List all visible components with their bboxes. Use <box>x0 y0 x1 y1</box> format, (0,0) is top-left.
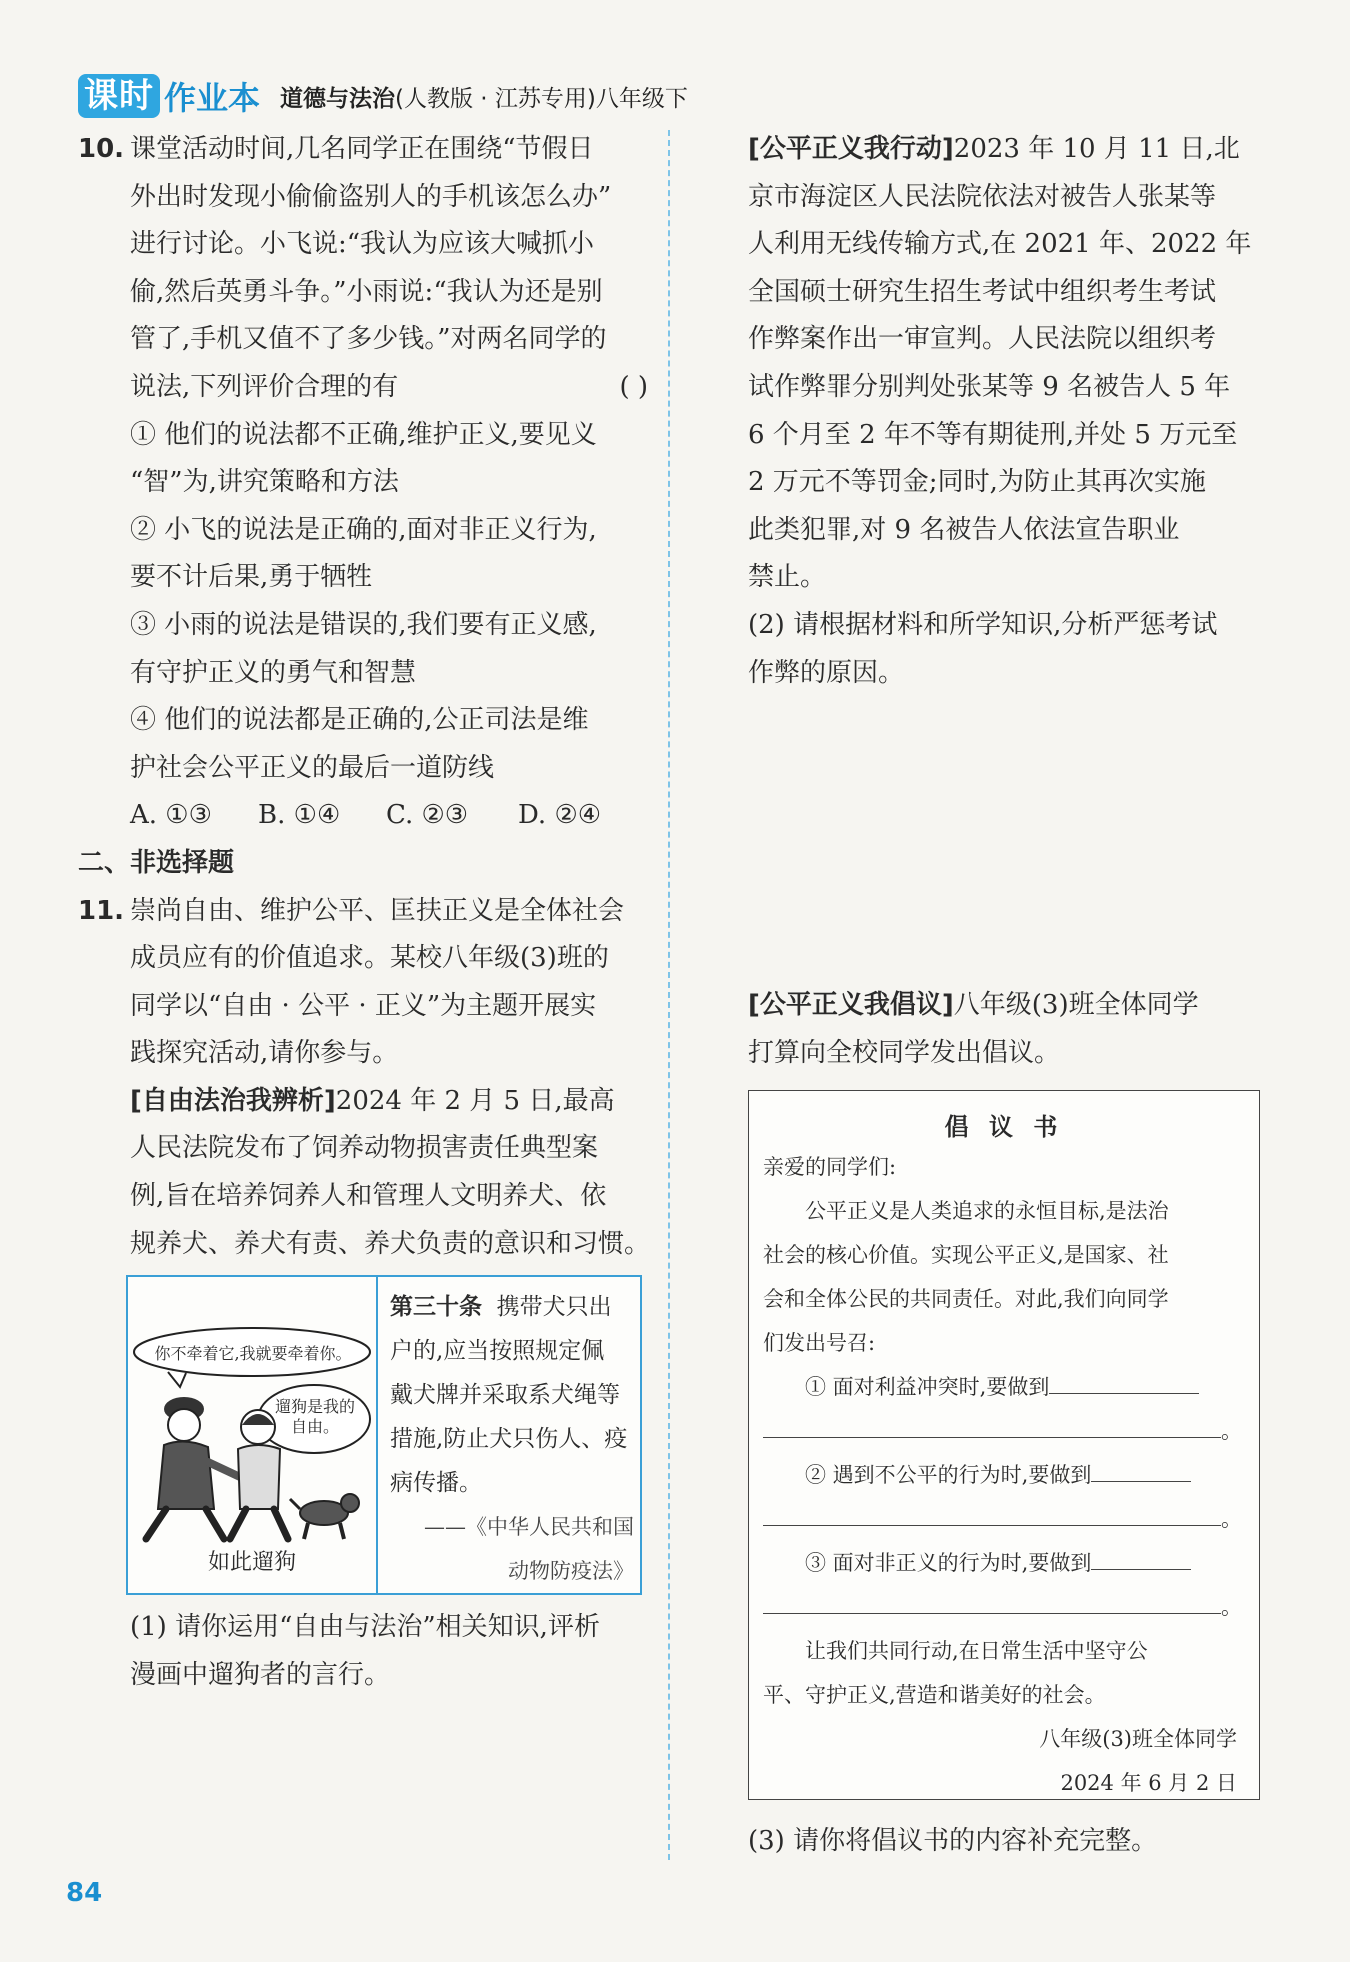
blank-2a[interactable] <box>1091 1453 1191 1482</box>
article-line: 措施,防止犬只伤人、疫 <box>390 1426 628 1452</box>
q11-line: 成员应有的价值追求。某校八年级(3)班的 <box>130 943 609 974</box>
q11-line: 同学以“自由 · 公平 · 正义”为主题开展实 <box>130 990 597 1021</box>
freedom-line: 人民法院发布了饲养动物损害责任典型案 <box>130 1133 599 1164</box>
justice-line: 此类犯罪,对 9 名被告人依法宣告职业 <box>748 514 1180 545</box>
q10-line: 说法,下列评价合理的有 ( ) <box>78 364 648 412</box>
section-heading: 二、非选择题 <box>78 847 235 878</box>
justice-line: 作弊案作出一审宣判。人民法院以组织考 <box>748 324 1217 355</box>
q11-line: 践探究活动,请你参与。 <box>130 1038 399 1069</box>
proposal-closing: 让我们共同行动,在日常生活中坚守公 <box>805 1639 1148 1663</box>
article-line: 病传播。 <box>390 1470 482 1496</box>
freedom-line: 例,旨在培养饲养人和管理人文明养犬、依 <box>130 1181 607 1212</box>
justice-line: 人利用无线传输方式,在 2021 年、2022 年 <box>748 229 1252 260</box>
proposal-signer: 八年级(3)班全体同学 <box>1039 1727 1237 1751</box>
q10-line: 进行讨论。小飞说:“我认为应该大喊抓小 <box>130 229 595 260</box>
option-c[interactable]: C. ②③ <box>386 800 469 831</box>
column-divider <box>668 130 670 1860</box>
proposal-text: 公平正义是人类追求的永恒目标,是法治 <box>805 1199 1169 1223</box>
sub-question-2: 作弊的原因。 <box>748 657 905 688</box>
q10-line: 管了,手机又值不了多少钱。”对两名同学的 <box>130 324 607 355</box>
q10-item: 有守护正义的勇气和智慧 <box>130 657 417 688</box>
proposal-closing: 平、守护正义,营造和谐美好的社会。 <box>763 1683 1106 1707</box>
left-column <box>78 126 651 1268</box>
q10-options <box>78 792 648 840</box>
q11-line: 11. 崇尚自由、维护公平、匡扶正义是全体社会 <box>78 888 648 936</box>
sub-question-3: (3) 请你将倡议书的内容补充完整。 <box>748 1826 1158 1856</box>
blank-3b[interactable] <box>763 1585 1221 1614</box>
q10-number: 10. <box>78 134 125 164</box>
article-line: 戴犬牌并采取系犬绳等 <box>390 1382 620 1408</box>
q11-number: 11. <box>78 895 125 926</box>
article-source: ——《中华人民共和国 <box>424 1515 634 1539</box>
justice-line: 试作弊罪分别判处张某等 9 名被告人 5 年 <box>748 371 1231 402</box>
q10-item: “智”为,讲究策略和方法 <box>130 467 399 498</box>
freedom-line: 规养犬、养犬有责、养犬负责的意识和习惯。 <box>130 1228 651 1259</box>
comic-caption: 如此遛狗 <box>207 1550 296 1575</box>
freedom-tag: [自由法治我辨析] <box>130 1085 336 1116</box>
proposal-item-3: ③ 面对非正义的行为时,要做到 <box>763 1541 1247 1585</box>
blank-2b[interactable] <box>763 1497 1221 1526</box>
option-b[interactable]: B. ①④ <box>258 800 341 831</box>
q10-line: 偷,然后英勇斗争。”小雨说:“我认为还是别 <box>130 276 603 307</box>
q10-item: ④ 他们的说法都是正确的,公正司法是维 <box>130 705 589 736</box>
proposal-text: 社会的核心价值。实现公平正义,是国家、社 <box>763 1243 1169 1267</box>
article-line: 户的,应当按照规定佩 <box>390 1338 605 1364</box>
blank-3a[interactable] <box>1091 1541 1191 1570</box>
proposal-intro: [公平正义我倡议]八年级(3)班全体同学 打算向全校同学发出倡议。 <box>748 990 1199 1068</box>
page-number: 84 <box>66 1878 103 1908</box>
option-a[interactable]: A. ①③ <box>130 800 212 831</box>
q10-item: ② 小飞的说法是正确的,面对非正义行为, <box>130 514 597 545</box>
sub-question-2: (2) 请根据材料和所学知识,分析严惩考试 <box>748 609 1218 640</box>
blank-1a[interactable] <box>1049 1365 1199 1394</box>
justice-line: 禁止。 <box>748 562 827 593</box>
proposal-greeting: 亲爱的同学们: <box>763 1155 897 1179</box>
justice-line: 全国硕士研究生招生考试中组织考生考试 <box>748 276 1217 307</box>
q10-item: ① 他们的说法都不正确,维护正义,要见义 <box>130 419 597 450</box>
speech-bubble-officer: 你不牵着它,我就要牵着你。 <box>154 1344 352 1363</box>
justice-line: [公平正义我行动]2023 年 10 月 11 日,北 <box>748 134 1240 164</box>
justice-line: 2 万元不等罚金;同时,为防止其再次实施 <box>748 467 1206 498</box>
law-article: 第三十条 携带犬只出 户的,应当按照规定佩 戴犬牌并采取系犬绳等 措施,防止犬只伤人、疫 病传播。 ——《中华人民共和国 动物防疫法》 <box>390 1285 634 1593</box>
sub-question-1: (1) 请你运用“自由与法治”相关知识,评析 漫画中遛狗者的言行。 <box>130 1612 600 1690</box>
proposal-date: 2024 年 6 月 2 日 <box>1060 1771 1237 1795</box>
proposal-letter: 倡 议 书 亲爱的同学们: 公平正义是人类追求的永恒目标,是法治 社会的核心价值。实现公平正义,是国家、社 会和全体公民的共同责任。对此,我们向同学 们发出号召: ① 面对利益冲突时,要做到 。 ② 遇到不公平的行为时,要做到 。 ③ 面对非正义的行为时,要做到 。 让我们共同行动,在日常生活中坚守公 平、守护正义,营造和谐美好的社会。 八年级(3)班全体同学 2024 年 6 月 2 日 <box>748 1090 1260 1800</box>
q10-line: 10. 课堂活动时间,几名同学正在围绕“节假日 <box>78 126 648 174</box>
blank-1b[interactable] <box>763 1409 1221 1438</box>
page-header <box>78 72 688 120</box>
right-column <box>748 126 1268 697</box>
proposal-item-1: ① 面对利益冲突时,要做到 <box>763 1365 1247 1409</box>
answer-paren[interactable]: ( ) <box>619 371 648 402</box>
proposal-title: 倡 议 书 <box>944 1113 1064 1141</box>
comic-panel <box>128 1277 378 1593</box>
article-source: 动物防疫法》 <box>508 1559 634 1583</box>
q10-item: ③ 小雨的说法是错误的,我们要有正义感, <box>130 609 597 640</box>
q10-item: 护社会公平正义的最后一道防线 <box>130 752 495 783</box>
brand-name: 作业本 <box>164 79 261 117</box>
justice-line: 京市海淀区人民法院依法对被告人张某等 <box>748 181 1217 212</box>
proposal-text: 会和全体公民的共同责任。对此,我们向同学 <box>763 1287 1169 1311</box>
proposal-item-2: ② 遇到不公平的行为时,要做到 <box>763 1453 1247 1497</box>
comic-law-box <box>126 1275 642 1595</box>
proposal-text: 们发出号召: <box>763 1331 876 1355</box>
brand-logo: 课时 <box>78 74 160 118</box>
justice-line: 6 个月至 2 年不等有期徒刑,并处 5 万元至 <box>748 419 1238 450</box>
q10-item: 要不计后果,勇于牺牲 <box>130 562 373 593</box>
speech-bubble-walker: 遛狗是我的自由。 <box>274 1397 355 1436</box>
justice-tag: [公平正义我行动] <box>748 134 954 164</box>
option-d[interactable]: D. ②④ <box>518 800 602 831</box>
subject-title: 道德与法治(人教版 · 江苏专用)八年级下 <box>280 85 688 112</box>
freedom-line: [自由法治我辨析]2024 年 2 月 5 日,最高 <box>130 1085 615 1116</box>
q10-line: 外出时发现小偷偷盗别人的手机该怎么办” <box>130 181 612 212</box>
proposal-tag: [公平正义我倡议] <box>748 990 954 1020</box>
article-title: 第三十条 <box>390 1294 482 1320</box>
